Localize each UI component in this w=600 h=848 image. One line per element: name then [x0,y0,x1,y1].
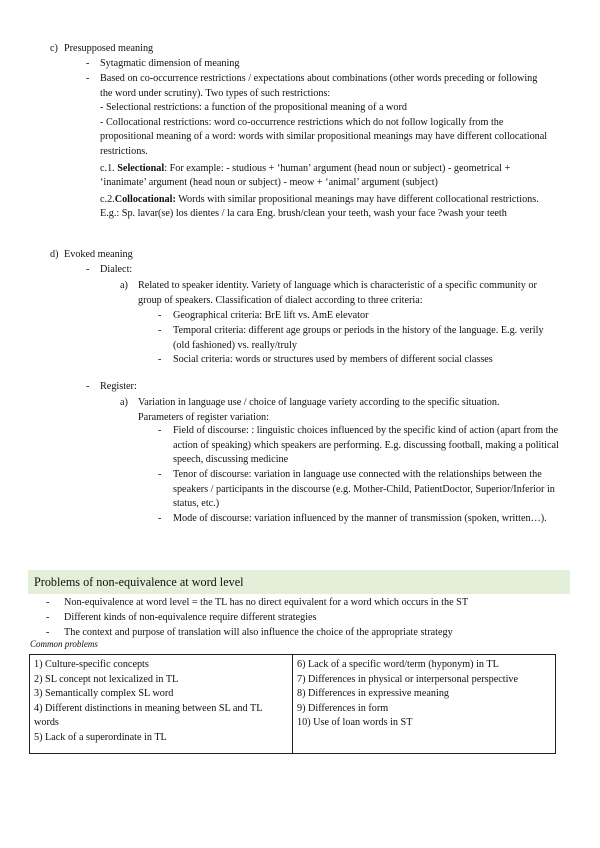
dash-marker: - [46,627,50,638]
collocational-restrictions-text: - Collocational restrictions: word co-occurrence restrictions which do not follow logically from the propositional meaning of a word: words with similar propositional meanings may have different collocational restrictions. [100,116,548,157]
c1-prefix: c.1. [100,162,118,174]
section-bullet-context: The context and purpose of translation will also influence the choice of the appropriate strategy [64,627,453,638]
dash-marker: - [86,381,90,392]
problem-item: 6) Lack of a specific word/term (hyponym) in TL [297,659,499,670]
parameter-field: Field of discourse: : linguistic choices influenced by the specific kind of action (apart from the action of speaking) which speakers are performing. E.g. discussing football, making a political speech, discussing medicine [173,425,559,466]
heading-presupposed-meaning: Presupposed meaning [64,43,154,54]
problem-item: 10) Use of loan words in ST [297,717,413,729]
problem-item: 5) Lack of a superordinate in TL [34,731,167,743]
bullet-syntagmatic: Sytagmatic dimension of meaning [100,58,240,69]
problem-item: 2) SL concept not lexicalized in TL [34,673,179,685]
common-problems-label: Common problems [30,639,98,649]
section-bullet-definition: Non-equivalence at word level = the TL has no direct equivalent for a word which occurs in the ST [64,597,469,608]
problem-item: 3) Semantically complex SL word [34,688,174,700]
example-c1 [100,162,548,191]
heading-evoked-meaning: Evoked meaning [64,249,133,260]
dash-marker: - [158,469,162,480]
criterion-social: Social criteria: words or structures used by members of different social classes [173,354,493,365]
dialect-definition: Related to speaker identity. Variety of language which is characteristic of a specific community or group of speakers. Classification of dialect according to three criteria: [138,280,537,306]
bullet-co-occurrence-text: Based on co-occurrence restrictions / expectations about combinations (other words preceding or following the word under scrutiny). Two types of such restrictions: [100,73,538,99]
left-column-cell [30,655,293,754]
c2-prefix: c.2. [100,193,115,205]
section-heading: Problems of non-equivalence at word level [34,575,244,589]
problem-item: 1) Culture-specific concepts [34,659,149,670]
section-bullet-strategies: Different kinds of non-equivalence require different strategies [64,612,317,623]
register-label: Register: [100,381,137,392]
dash-marker: - [86,73,90,84]
problem-item: 4) Different distinctions in meaning between SL and TL words [34,702,263,729]
dash-marker: - [158,310,162,321]
dash-marker: - [158,325,162,336]
register-a-marker: a) [120,397,128,408]
c2-text: Words with similar propositional meanings may have different collocational restrictions. E.g.: Sp. lavar(se) los dientes / la cara Eng. brush/clean your teeth, wash your face ?wash your teeth [100,193,539,220]
criterion-geographical: Geographical criteria: BrE lift vs. AmE elevator [173,310,369,321]
c1-label: Selectional [117,162,165,174]
dash-marker: - [158,425,162,436]
c1-text: : For example: - studious + ‘human’ argument (head noun or subject) - geometrical + ‘inanimate’ argument (head noun or subject) - meow + ‘animal’ argument (subject) [100,162,511,189]
problem-item: 9) Differences in form [297,702,389,714]
problem-item: 7) Differences in physical or interpersonal perspective [297,673,519,685]
table-row [30,655,556,754]
dash-marker: - [46,612,50,623]
right-column-cell [293,655,556,754]
dash-marker: - [46,597,50,608]
dash-marker: - [86,264,90,275]
selectional-restrictions-line: - Selectional restrictions: a function of the propositional meaning of a word [100,102,407,114]
dash-marker: - [86,58,90,69]
item-marker-c: c) [50,43,58,54]
item-marker-d: d) [50,249,59,260]
criterion-temporal: Temporal criteria: different age groups or periods in the history of the language. E.g. verily (old fashioned) vs. really/truly [173,325,544,351]
dash-marker: - [158,513,162,524]
c2-label: Collocational: [114,193,176,205]
dialect-a-marker: a) [120,280,128,291]
parameter-mode: Mode of discourse: variation influenced by the manner of transmission (spoken, written…). [173,513,547,524]
dialect-label: Dialect: [100,264,133,275]
common-problems-table [29,654,556,754]
register-definition: Variation in language use / choice of language variety according to the specific situation. Parameters of register variation: [138,397,500,423]
problem-item: 8) Differences in expressive meaning [297,688,450,700]
dash-marker: - [158,354,162,365]
bullet-co-occurrence [100,72,548,222]
example-c2 [100,193,548,222]
parameter-tenor: Tenor of discourse: variation in language use connected with the relationships between the speakers / participants in the discourse (e.g. Mother-Child, PatientDoctor, Superior/Inferior in status, etc.) [173,469,555,510]
